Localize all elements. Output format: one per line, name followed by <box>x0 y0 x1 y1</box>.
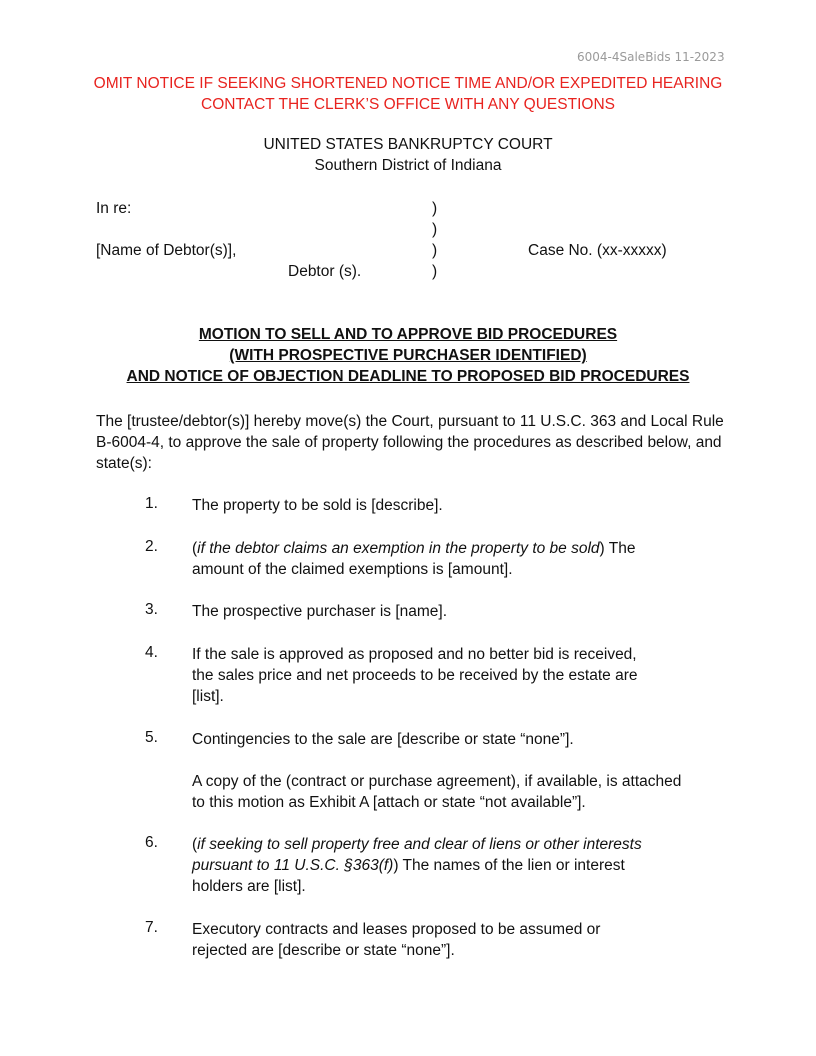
item-text: The prospective purchaser is [name]. <box>192 603 448 620</box>
court-district: Southern District of Indiana <box>314 157 502 174</box>
item-number: 2. <box>145 538 158 555</box>
title-line-2: (WITH PROSPECTIVE PURCHASER IDENTIFIED) <box>229 347 587 364</box>
item-italic: if the debtor claims an exemption in the property to be sold <box>197 540 600 557</box>
caption-paren: ) <box>432 221 438 238</box>
item-text: The property to be sold is [describe]. <box>192 497 443 514</box>
court-name: UNITED STATES BANKRUPTCY COURT <box>263 136 553 153</box>
item-number: 7. <box>145 919 158 936</box>
debtor-name: [Name of Debtor(s)], <box>96 242 237 259</box>
item-body: The names of the lien or interest holders are [list]. <box>192 857 625 895</box>
item-text: If the sale is approved as proposed and no better bid is received, the sales price and net proceeds to be received by the estate are [list]. <box>192 646 638 705</box>
title-line-1: MOTION TO SELL AND TO APPROVE BID PROCEDURES <box>198 326 618 343</box>
form-id: 6004-4SaleBids 11-2023 <box>577 50 725 64</box>
case-number: Case No. (xx-xxxxx) <box>528 242 667 259</box>
item-extra-text: A copy of the (contract or purchase agreement), if available, is attached to this motion as Exhibit A [attach or state “not available”]. <box>192 773 682 811</box>
item-text: (if seeking to sell property free and clear of liens or other interests pursuant to 11 U.S.C. §363(f)) The names of the lien or interest holders are [list]. <box>192 836 642 895</box>
notice-line-1: OMIT NOTICE IF SEEKING SHORTENED NOTICE TIME AND/OR EXPEDITED HEARING <box>93 75 723 92</box>
caption-paren: ) <box>432 200 438 217</box>
item-number: 1. <box>145 495 158 512</box>
notice-line-2: CONTACT THE CLERK’S OFFICE WITH ANY QUESTIONS <box>201 96 615 113</box>
caption-paren: ) <box>432 263 438 280</box>
item-number: 5. <box>145 729 158 746</box>
item-text: (if the debtor claims an exemption in the property to be sold) The amount of the claimed exemptions is [amount]. <box>192 540 636 578</box>
item-text: Contingencies to the sale are [describe or state “none”]. <box>192 731 574 748</box>
item-italic: if seeking to sell property free and clear of liens or other interests pursuant to 11 U.S.C. §363(f) <box>192 836 642 874</box>
debtor-label: Debtor (s). <box>288 263 362 280</box>
item-body: The amount of the claimed exemptions is [amount]. <box>192 540 636 578</box>
item-number: 4. <box>145 644 158 661</box>
item-number: 3. <box>145 601 158 618</box>
caption-paren: ) <box>432 242 438 259</box>
title-line-3: AND NOTICE OF OBJECTION DEADLINE TO PROPOSED BID PROCEDURES <box>126 368 690 385</box>
item-text: Executory contracts and leases proposed to be assumed or rejected are [describe or state “none”]. <box>192 921 601 959</box>
item-number: 6. <box>145 834 158 851</box>
in-re-label: In re: <box>96 200 132 217</box>
intro-paragraph: The [trustee/debtor(s)] hereby move(s) the Court, pursuant to 11 U.S.C. 363 and Local Rule B-6004-4, to approve the sale of property following the procedures as described below, and state(s): <box>96 413 724 472</box>
